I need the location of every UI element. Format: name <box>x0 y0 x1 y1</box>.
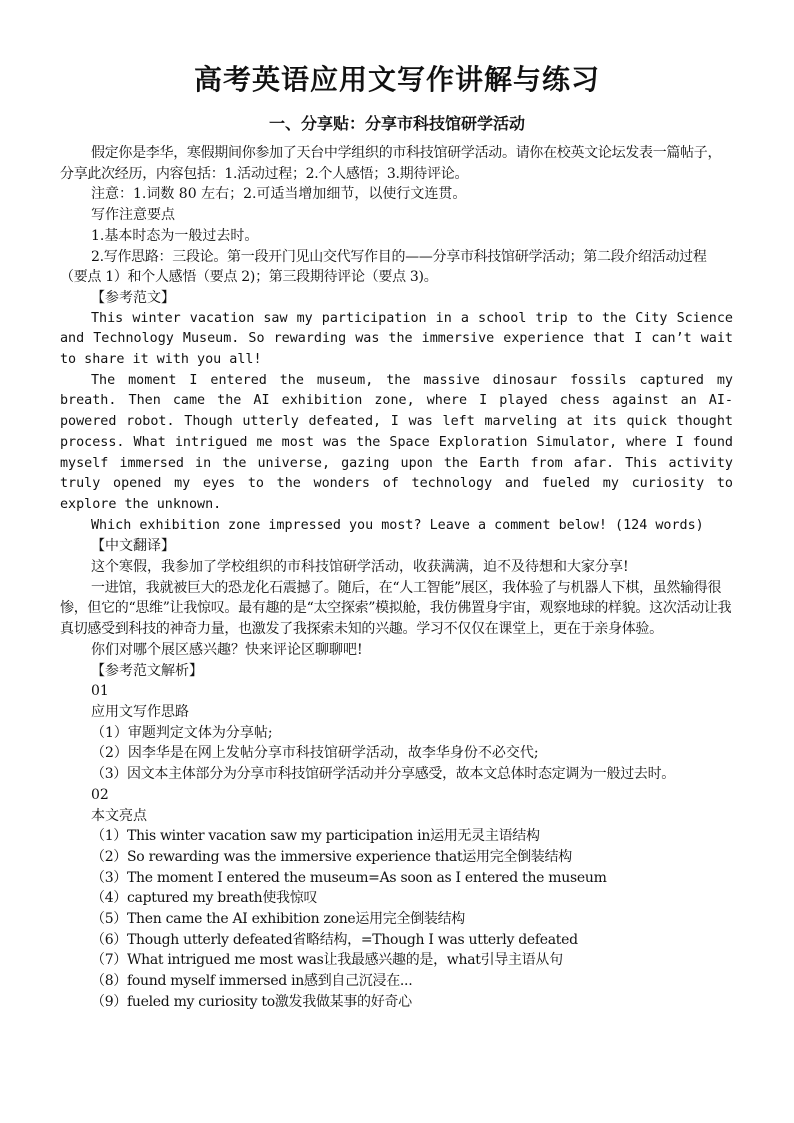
analysis-heading: 【参考范文解析】 <box>91 662 203 679</box>
highlight-item: （2）So rewarding was the immersive experience that运用完全倒装结构 <box>91 848 572 865</box>
page-title: 高考英语应用文写作讲解与练习 <box>193 63 600 96</box>
section-heading: 一、分享贴：分享市科技馆研学活动 <box>268 114 525 133</box>
analysis-item: （3）因文本主体部分为分享市科技馆研学活动并分享感受，故本文总体时态定调为一般过去时。 <box>91 766 676 783</box>
analysis-part-heading: 应用文写作思路 <box>91 703 189 720</box>
sample-paragraph: This winter vacation saw my participation in a school trip to the City Science and Technology Museum. So rewarding was the immersive experience that I can’t wait to share it with you all! <box>60 310 733 368</box>
sample-heading: 【参考范文】 <box>91 289 175 306</box>
writing-point-item: 2.写作思路：三段论。第一段开门见山交代写作目的——分享市科技馆研学活动；第二段介绍活动过程（要点 1）和个人感悟（要点 2)；第三段期待评论（要点 3)。 <box>60 248 707 286</box>
analysis-item: （2）因李华是在网上发帖分享市科技馆研学活动，故李华身份不必交代; <box>91 745 539 762</box>
translation-paragraph: 这个寒假，我参加了学校组织的市科技馆研学活动，收获满满，迫不及待想和大家分享! <box>91 559 629 576</box>
translation-paragraph: 一进馆，我就被巨大的恐龙化石震撼了。随后，在“人工智能”展区，我体验了与机器人下棋，虽然输得很惨，但它的“思维”让我惊叹。最有趣的是“太空探索”模拟舱，我仿佛置身宇宙，观察地球的样貌。这次活动让我真切感受到科技的神奇力量，也激发了我探索未知的兴趣。学习不仅仅在课堂上，更在于亲身体验。 <box>60 579 732 638</box>
document-body <box>60 143 733 1013</box>
writing-points-heading: 写作注意要点 <box>91 207 175 224</box>
highlight-item: （8）found myself immersed in感到自己沉浸在... <box>91 973 413 990</box>
task-prompt: 假定你是李华，寒假期间你参加了天台中学组织的市科技馆研学活动。请你在校英文论坛发表一篇帖子，分享此次经历，内容包括：1.活动过程；2.个人感悟；3.期待评论。 <box>60 145 722 182</box>
translation-heading: 【中文翻译】 <box>91 538 175 555</box>
analysis-part-heading: 本文亮点 <box>91 807 147 824</box>
highlight-item: （4）captured my breath使我惊叹 <box>91 890 318 907</box>
highlight-item: （9）fueled my curiosity to激发我做某事的好奇心 <box>91 993 412 1010</box>
analysis-item: （1）审题判定文体为分享帖; <box>91 724 273 741</box>
highlight-item: （1）This winter vacation saw my participation in运用无灵主语结构 <box>91 828 540 845</box>
highlight-item: （5）Then came the AI exhibition zone运用完全倒装结构 <box>91 911 466 928</box>
analysis-part-number: 01 <box>91 683 109 700</box>
task-note: 注意：1.词数 80 左右；2.可适当增加细节，以使行文连贯。 <box>91 186 467 203</box>
highlight-item: （6）Though utterly defeated省略结构，=Though I was utterly defeated <box>91 931 578 948</box>
analysis-part-number: 02 <box>91 786 109 803</box>
highlight-item: （7）What intrigued me most was让我最感兴趣的是，what引导主语从句 <box>91 952 563 969</box>
sample-paragraph: Which exhibition zone impressed you most? Leave a comment below! (124 words) <box>91 517 704 533</box>
sample-paragraph: The moment I entered the museum, the massive dinosaur fossils captured my breath. Then came the AI exhibition zone, where I played chess against an AI-powered robot. Though utterly defeated, I was left marveling at its quick thought process. What intrigued me most was the Space Exploration Simulator, where I found myself immersed in the universe, gazing upon the Earth from afar. This activity truly opened my eyes to the wonders of technology and fueled my curiosity to explore the unknown. <box>60 372 733 512</box>
translation-paragraph: 你们对哪个展区感兴趣？快来评论区聊聊吧! <box>91 641 363 658</box>
writing-point-item: 1.基本时态为一般过去时。 <box>91 227 259 244</box>
highlight-item: （3）The moment I entered the museum=As soon as I entered the museum <box>91 869 607 886</box>
